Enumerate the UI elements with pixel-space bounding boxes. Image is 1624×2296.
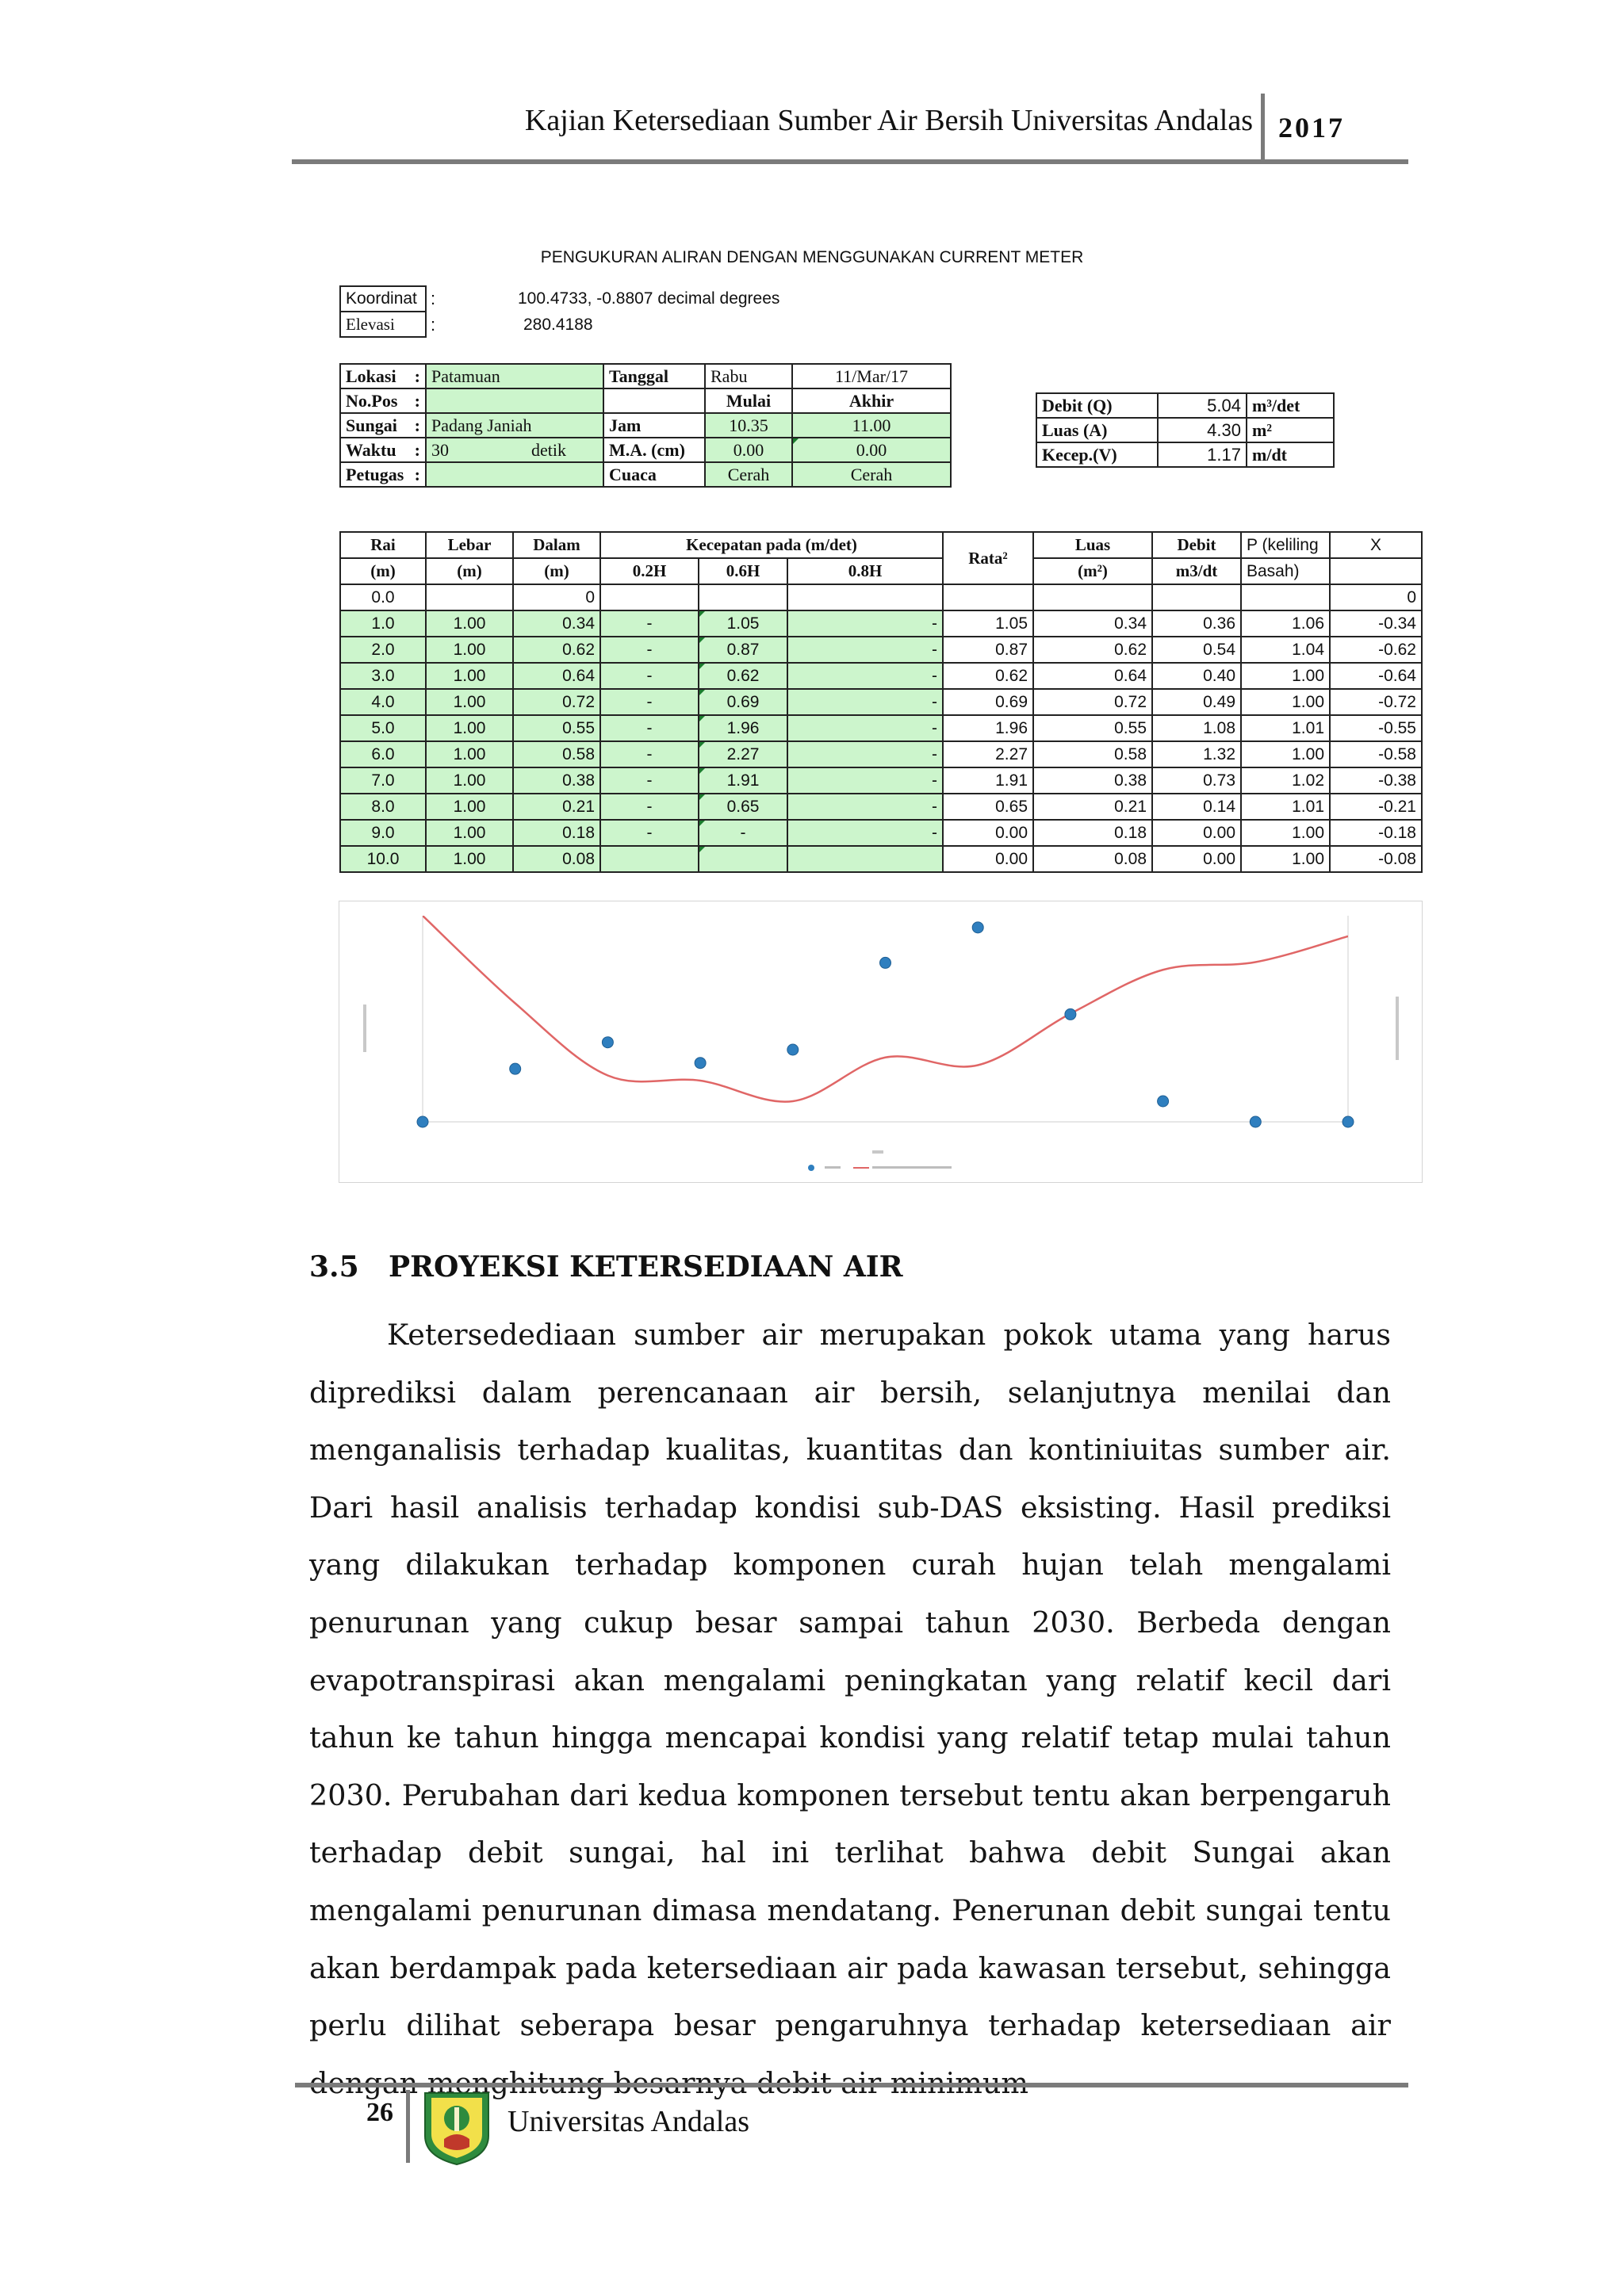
col-rata: Rata² <box>943 532 1033 584</box>
table-row <box>340 689 1422 715</box>
legend-scatter-label-smudge <box>825 1166 841 1169</box>
col-dalam-unit: (m) <box>513 558 600 584</box>
cell-p: 1.04 <box>1241 637 1330 663</box>
scatter-point <box>602 1037 613 1048</box>
page-number: 26 <box>366 2098 393 2127</box>
col-h02: 0.2H <box>600 558 699 584</box>
sungai-label: Sungai : <box>340 413 426 438</box>
cell-luas <box>1033 584 1152 610</box>
koordinat-value: 100.4733, -0.8807 decimal degrees <box>518 289 780 308</box>
cell-h08 <box>787 846 943 872</box>
cell-h06: 1.91 <box>699 767 787 794</box>
cell-h06 <box>699 584 787 610</box>
legend-line-label-smudge <box>872 1166 952 1169</box>
cell-h06: 1.96 <box>699 715 787 741</box>
luas-value: 4.30 <box>1158 418 1247 442</box>
cell-debit <box>1152 584 1241 610</box>
cell-lebar: 1.00 <box>426 689 513 715</box>
coordinate-label-table <box>339 285 427 338</box>
cell-p: 1.00 <box>1241 846 1330 872</box>
cell-h02: - <box>600 715 699 741</box>
cell-rai: 10.0 <box>340 846 426 872</box>
cell-h06: 0.65 <box>699 794 787 820</box>
cuaca-label: Cuaca <box>603 462 705 487</box>
ma-akhir: 0.00 <box>792 438 951 462</box>
cell-h08: - <box>787 820 943 846</box>
col-keliling2: Basah) <box>1241 558 1330 584</box>
cell-luas: 0.55 <box>1033 715 1152 741</box>
ma-mulai: 0.00 <box>705 438 792 462</box>
cell-lebar: 1.00 <box>426 715 513 741</box>
cell-x: -0.21 <box>1330 794 1422 820</box>
cell-x: -0.38 <box>1330 767 1422 794</box>
cell-h08: - <box>787 715 943 741</box>
col-h08: 0.8H <box>787 558 943 584</box>
cell-p: 1.00 <box>1241 689 1330 715</box>
cell-x: -0.34 <box>1330 610 1422 637</box>
cell-rata: 0.00 <box>943 846 1033 872</box>
cell-debit: 1.32 <box>1152 741 1241 767</box>
nopos-empty <box>603 388 705 413</box>
cell-rai: 9.0 <box>340 820 426 846</box>
petugas-value <box>426 462 603 487</box>
cuaca-mulai: Cerah <box>705 462 792 487</box>
measurement-rows <box>340 584 1422 872</box>
jam-mulai: 10.35 <box>705 413 792 438</box>
header-rule <box>292 159 1408 164</box>
table-row <box>340 610 1422 637</box>
cell-debit: 0.00 <box>1152 846 1241 872</box>
cell-rata: 1.96 <box>943 715 1033 741</box>
elevasi-colon: : <box>431 315 436 335</box>
cell-rata: 1.91 <box>943 767 1033 794</box>
cell-h06: 1.05 <box>699 610 787 637</box>
cell-debit: 0.40 <box>1152 663 1241 689</box>
cell-p: 1.00 <box>1241 820 1330 846</box>
cell-h02: - <box>600 767 699 794</box>
header-divider <box>1261 94 1265 163</box>
cell-lebar <box>426 584 513 610</box>
cell-p: 1.01 <box>1241 794 1330 820</box>
cell-x: 0 <box>1330 584 1422 610</box>
cell-h06: 2.27 <box>699 741 787 767</box>
profile-chart <box>339 901 1422 1182</box>
cell-x: -0.64 <box>1330 663 1422 689</box>
table-row <box>340 715 1422 741</box>
cell-dalam: 0.08 <box>513 846 600 872</box>
cell-luas: 0.34 <box>1033 610 1152 637</box>
cell-rai: 4.0 <box>340 689 426 715</box>
sungai-value: Padang Janiah <box>426 413 603 438</box>
cell-lebar: 1.00 <box>426 741 513 767</box>
cell-rata: 0.62 <box>943 663 1033 689</box>
running-header-title: Kajian Ketersediaan Sumber Air Bersih Universitas Andalas <box>524 104 1253 137</box>
footer-rule <box>295 2083 1408 2087</box>
cell-luas: 0.62 <box>1033 637 1152 663</box>
col-keliling: P (keliling <box>1241 532 1330 558</box>
lokasi-label: Lokasi : <box>340 364 426 388</box>
cell-h02: - <box>600 663 699 689</box>
cell-luas: 0.21 <box>1033 794 1152 820</box>
debit-unit: m³/det <box>1247 393 1334 418</box>
footer-divider <box>406 2090 410 2163</box>
luas-label: Luas (A) <box>1036 418 1158 442</box>
table-row <box>340 637 1422 663</box>
cell-rai: 5.0 <box>340 715 426 741</box>
scatter-point <box>972 922 983 933</box>
cell-rata: 0.00 <box>943 820 1033 846</box>
tanggal-date: 11/Mar/17 <box>792 364 951 388</box>
cell-rata <box>943 584 1033 610</box>
cuaca-akhir: Cerah <box>792 462 951 487</box>
elevasi-value: 280.4188 <box>523 316 593 334</box>
col-luas: Luas <box>1033 532 1152 558</box>
cell-debit: 0.49 <box>1152 689 1241 715</box>
table-row <box>340 846 1422 872</box>
cell-h08: - <box>787 741 943 767</box>
cell-p: 1.00 <box>1241 741 1330 767</box>
akhir-label: Akhir <box>792 388 951 413</box>
col-rai: Rai <box>340 532 426 558</box>
mulai-label: Mulai <box>705 388 792 413</box>
scatter-series <box>417 922 1354 1127</box>
nopos-label: No.Pos : <box>340 388 426 413</box>
jam-akhir: 11.00 <box>792 413 951 438</box>
scatter-point <box>1250 1116 1261 1127</box>
cell-debit: 0.00 <box>1152 820 1241 846</box>
cell-rai: 8.0 <box>340 794 426 820</box>
cell-h06 <box>699 846 787 872</box>
x-axis-title-smudge <box>872 1150 883 1154</box>
sheet-title: PENGUKURAN ALIRAN DENGAN MENGGUNAKAN CURRENT METER <box>540 248 1084 266</box>
cell-debit: 0.54 <box>1152 637 1241 663</box>
section-number: 3.5 <box>309 1250 359 1284</box>
university-logo-icon <box>420 2090 493 2166</box>
cell-h08: - <box>787 663 943 689</box>
koordinat-colon: : <box>431 289 436 308</box>
cell-p: 1.02 <box>1241 767 1330 794</box>
cell-dalam: 0.34 <box>513 610 600 637</box>
waktu-value: 30 detik <box>426 438 603 462</box>
scatter-point <box>1065 1008 1076 1020</box>
col-x: X <box>1330 532 1422 558</box>
cell-lebar: 1.00 <box>426 794 513 820</box>
tanggal-day: Rabu <box>705 364 792 388</box>
petugas-label: Petugas : <box>340 462 426 487</box>
cell-debit: 0.14 <box>1152 794 1241 820</box>
cell-debit: 1.08 <box>1152 715 1241 741</box>
cell-p <box>1241 584 1330 610</box>
col-dalam: Dalam <box>513 532 600 558</box>
col-debit: Debit <box>1152 532 1241 558</box>
waktu-label: Waktu : <box>340 438 426 462</box>
cell-rata: 1.05 <box>943 610 1033 637</box>
col-h06: 0.6H <box>699 558 787 584</box>
scatter-point <box>880 957 891 968</box>
chart-frame <box>339 901 1423 1183</box>
cell-rata: 0.65 <box>943 794 1033 820</box>
cell-h08: - <box>787 794 943 820</box>
cell-lebar: 1.00 <box>426 820 513 846</box>
cell-rata: 2.27 <box>943 741 1033 767</box>
scatter-point <box>1342 1116 1354 1127</box>
cell-dalam: 0.18 <box>513 820 600 846</box>
jam-label: Jam <box>603 413 705 438</box>
cell-h02: - <box>600 741 699 767</box>
header-year: 2017 <box>1278 112 1345 144</box>
cell-x: -0.72 <box>1330 689 1422 715</box>
col-kecepatan: Kecepatan pada (m/det) <box>600 532 943 558</box>
footer-university: Universitas Andalas <box>508 2105 750 2138</box>
section-heading <box>309 1250 903 1284</box>
kecep-label: Kecep.(V) <box>1036 442 1158 467</box>
legend-scatter-marker <box>808 1165 814 1171</box>
line-series <box>423 916 1348 1102</box>
summary-table <box>1036 392 1335 468</box>
cell-h02 <box>600 584 699 610</box>
cell-rai: 3.0 <box>340 663 426 689</box>
scatter-point <box>787 1044 799 1055</box>
cell-luas: 0.58 <box>1033 741 1152 767</box>
cell-luas: 0.18 <box>1033 820 1152 846</box>
luas-unit: m² <box>1247 418 1334 442</box>
cell-h02: - <box>600 610 699 637</box>
cell-dalam: 0.21 <box>513 794 600 820</box>
cell-x: -0.55 <box>1330 715 1422 741</box>
scatter-point <box>695 1058 706 1069</box>
col-rai-unit: (m) <box>340 558 426 584</box>
cell-rai: 6.0 <box>340 741 426 767</box>
cell-dalam: 0.58 <box>513 741 600 767</box>
debit-value: 5.04 <box>1158 393 1247 418</box>
cell-h08 <box>787 584 943 610</box>
cell-h02 <box>600 846 699 872</box>
scatter-point <box>510 1063 521 1074</box>
cell-h02: - <box>600 637 699 663</box>
cell-lebar: 1.00 <box>426 846 513 872</box>
right-axis-title-smudge <box>1396 997 1399 1060</box>
cell-rata: 0.69 <box>943 689 1033 715</box>
cell-dalam: 0.62 <box>513 637 600 663</box>
section-title: PROYEKSI KETERSEDIAAN AIR <box>389 1250 903 1284</box>
cell-dalam: 0.55 <box>513 715 600 741</box>
cell-x: -0.58 <box>1330 741 1422 767</box>
col-x-empty <box>1330 558 1422 584</box>
cell-h08: - <box>787 610 943 637</box>
lokasi-value: Patamuan <box>426 364 603 388</box>
cell-h02: - <box>600 820 699 846</box>
left-axis-title-smudge <box>363 1004 366 1052</box>
cell-lebar: 1.00 <box>426 610 513 637</box>
cell-x: -0.62 <box>1330 637 1422 663</box>
cell-luas: 0.72 <box>1033 689 1152 715</box>
table-row <box>340 741 1422 767</box>
cell-luas: 0.08 <box>1033 846 1152 872</box>
scatter-point <box>417 1116 428 1127</box>
cell-lebar: 1.00 <box>426 663 513 689</box>
cell-rai: 0.0 <box>340 584 426 610</box>
cell-lebar: 1.00 <box>426 767 513 794</box>
kecep-unit: m/dt <box>1247 442 1334 467</box>
elevasi-label: Elevasi <box>340 312 426 337</box>
cell-x: -0.08 <box>1330 846 1422 872</box>
cell-h08: - <box>787 637 943 663</box>
table-row <box>340 794 1422 820</box>
col-lebar-unit: (m) <box>426 558 513 584</box>
cell-p: 1.01 <box>1241 715 1330 741</box>
scatter-point <box>1158 1096 1169 1107</box>
tanggal-label: Tanggal <box>603 364 705 388</box>
body-paragraph: Ketersedediaan sumber air merupakan pokok utama yang harus diprediksi dalam perencanaan air bersih, selanjutnya menilai dan menganalisis terhadap kualitas, kuantitas dan kontiniuitas sumber air. Dari hasil analisis terhadap kondisi sub-DAS eksisting. Hasil prediksi yang dilakukan terhadap komponen curah hujan telah mengalami penurunan yang cukup besar sampai tahun 2030. Berbeda dengan evapotranspirasi akan mengalami peningkatan yang relatif kecil dari tahun ke tahun hingga mencapai kondisi yang relatif tetap mulai tahun 2030. Perubahan dari kedua komponen tersebut tentu akan berpengaruh terhadap debit sungai, hal ini terlihat bahwa debit Sungai akan mengalami penurunan dimasa mendatang. Penerunan debit sungai tentu akan berdampak pada ketersediaan air pada kawasan tersebut, sehingga perlu dilihat seberapa besar pengaruhnya terhadap ketersediaan air <box>309 1318 1391 2043</box>
table-row <box>340 584 1422 610</box>
cell-dalam: 0 <box>513 584 600 610</box>
cell-rai: 2.0 <box>340 637 426 663</box>
nopos-value <box>426 388 603 413</box>
cell-dalam: 0.64 <box>513 663 600 689</box>
measurement-table <box>339 531 1423 873</box>
col-luas-unit: (m²) <box>1033 558 1152 584</box>
cell-x: -0.18 <box>1330 820 1422 846</box>
cell-h08: - <box>787 767 943 794</box>
table-row <box>340 767 1422 794</box>
cell-dalam: 0.72 <box>513 689 600 715</box>
cell-h06: 0.87 <box>699 637 787 663</box>
cell-h08: - <box>787 689 943 715</box>
kecep-value: 1.17 <box>1158 442 1247 467</box>
info-table <box>339 363 952 488</box>
cell-lebar: 1.00 <box>426 637 513 663</box>
col-lebar: Lebar <box>426 532 513 558</box>
table-row <box>340 663 1422 689</box>
cell-h06: 0.69 <box>699 689 787 715</box>
debit-label: Debit (Q) <box>1036 393 1158 418</box>
cell-h02: - <box>600 794 699 820</box>
cell-rai: 1.0 <box>340 610 426 637</box>
cell-h06: 0.62 <box>699 663 787 689</box>
cell-debit: 0.73 <box>1152 767 1241 794</box>
cell-luas: 0.38 <box>1033 767 1152 794</box>
cell-rata: 0.87 <box>943 637 1033 663</box>
cell-h06: - <box>699 820 787 846</box>
koordinat-label: Koordinat <box>340 286 426 312</box>
cell-p: 1.06 <box>1241 610 1330 637</box>
ma-label: M.A. (cm) <box>603 438 705 462</box>
cell-p: 1.00 <box>1241 663 1330 689</box>
col-debit-unit: m3/dt <box>1152 558 1241 584</box>
cell-h02: - <box>600 689 699 715</box>
chart-legend <box>808 1165 952 1171</box>
cell-rai: 7.0 <box>340 767 426 794</box>
table-row <box>340 820 1422 846</box>
cell-dalam: 0.38 <box>513 767 600 794</box>
cell-luas: 0.64 <box>1033 663 1152 689</box>
profile-line <box>423 916 1348 1102</box>
cell-debit: 0.36 <box>1152 610 1241 637</box>
